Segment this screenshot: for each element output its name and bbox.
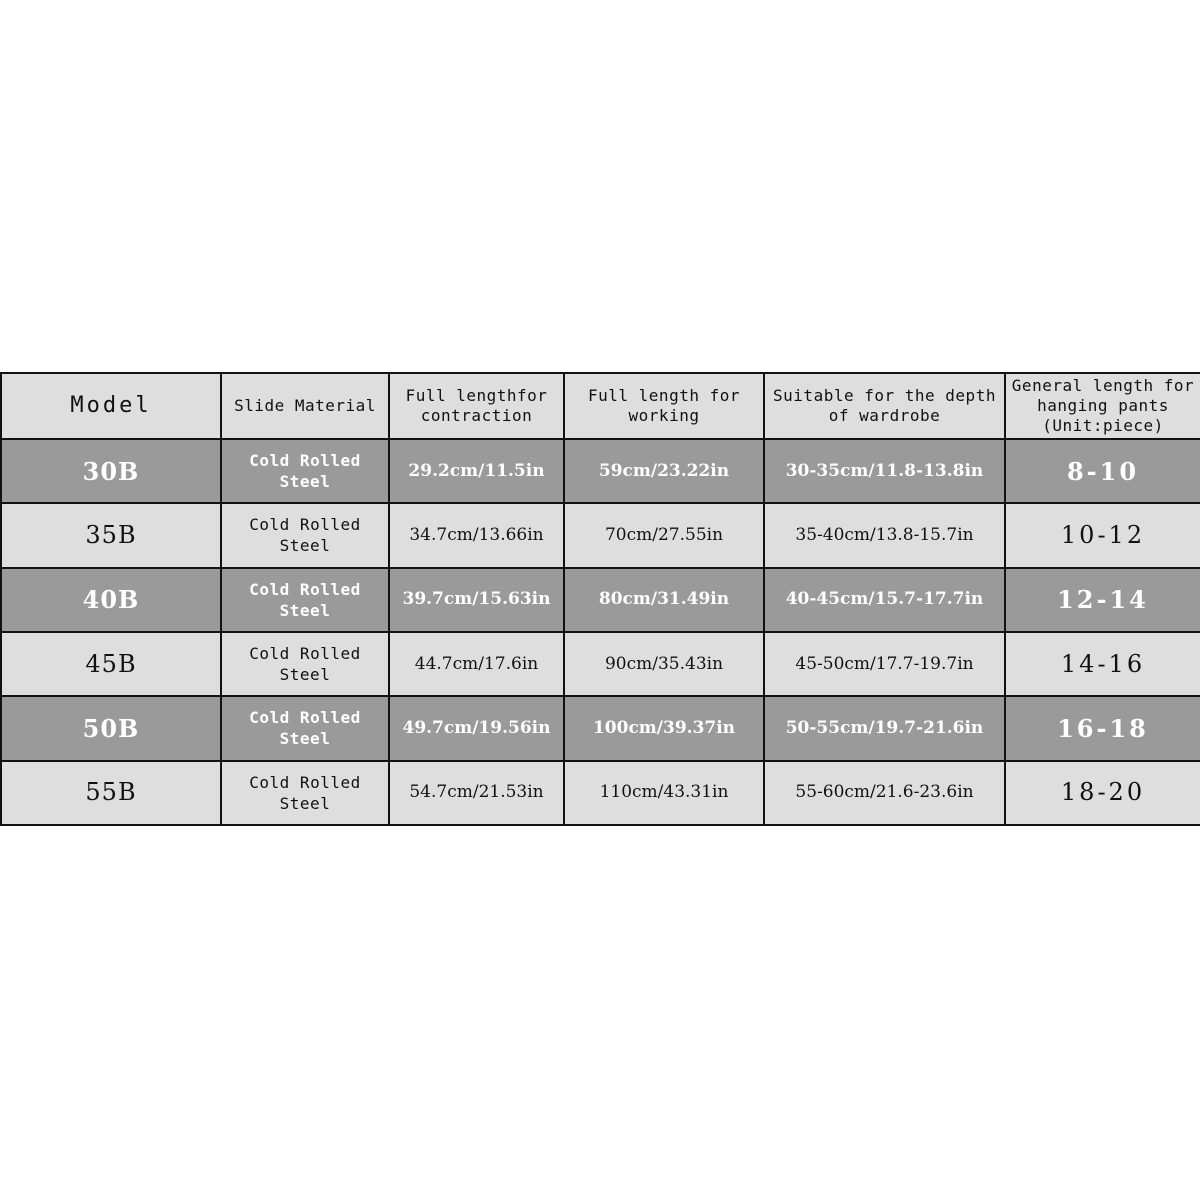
contraction-length-cell-text: 44.7cm/17.6in (414, 653, 539, 674)
slide-material-cell-text: Cold Rolled Steel (249, 451, 361, 492)
model-cell-text: 40B (82, 585, 140, 615)
working-length-cell (564, 761, 764, 825)
wardrobe-depth-cell-text: 30-35cm/11.8-13.8in (785, 460, 984, 481)
wardrobe-depth-cell-text: 40-45cm/15.7-17.7in (785, 589, 984, 610)
model-cell-text: 45B (85, 649, 137, 678)
model-cell-text: 50B (82, 713, 140, 743)
hanging-pants-cell-text: 10-12 (1060, 520, 1146, 549)
wardrobe-depth-cell (764, 761, 1005, 825)
contraction-length-cell-text: 49.7cm/19.56in (402, 717, 551, 738)
header-full-length-contraction: Full lengthfor contraction (389, 373, 564, 439)
table-row (1, 503, 1200, 567)
contraction-length-cell-text: 39.7cm/15.63in (402, 589, 551, 610)
hanging-pants-cell (1005, 439, 1200, 503)
header-wardrobe-depth: Suitable for the depth of wardrobe (764, 373, 1005, 439)
model-cell (1, 439, 221, 503)
hanging-pants-cell (1005, 503, 1200, 567)
slide-material-cell (221, 439, 389, 503)
table-row (1, 696, 1200, 760)
model-cell-text: 30B (82, 456, 140, 486)
slide-material-cell (221, 632, 389, 696)
contraction-length-cell (389, 503, 564, 567)
contraction-length-cell-text: 54.7cm/21.53in (409, 782, 544, 803)
table-row (1, 632, 1200, 696)
wardrobe-depth-cell (764, 568, 1005, 632)
wardrobe-depth-cell (764, 503, 1005, 567)
slide-material-cell-text: Cold Rolled Steel (249, 579, 361, 620)
slide-material-cell-text: Cold Rolled Steel (249, 515, 361, 556)
wardrobe-depth-cell (764, 696, 1005, 760)
model-cell (1, 696, 221, 760)
slide-material-cell (221, 568, 389, 632)
slide-material-cell-text: Cold Rolled Steel (249, 772, 361, 813)
hanging-pants-cell-text: 12-14 (1057, 585, 1149, 615)
slide-material-cell-text: Cold Rolled Steel (249, 708, 361, 749)
working-length-cell-text: 100cm/39.37in (592, 717, 736, 738)
hanging-pants-cell (1005, 632, 1200, 696)
table-row (1, 761, 1200, 825)
contraction-length-cell (389, 568, 564, 632)
table-body (1, 439, 1200, 825)
header-hanging-pants-length: General length for hanging pants (Unit:piece) (1005, 373, 1200, 439)
hanging-pants-cell-text: 14-16 (1060, 649, 1146, 678)
contraction-length-cell-text: 29.2cm/11.5in (408, 460, 545, 481)
contraction-length-cell-text: 34.7cm/13.66in (409, 524, 544, 545)
wardrobe-depth-cell-text: 50-55cm/19.7-21.6in (785, 717, 984, 738)
hanging-pants-cell (1005, 696, 1200, 760)
slide-material-cell (221, 696, 389, 760)
wardrobe-depth-cell (764, 439, 1005, 503)
working-length-cell (564, 503, 764, 567)
model-cell (1, 632, 221, 696)
model-cell (1, 503, 221, 567)
header-slide-material: Slide Material (221, 373, 389, 439)
header-full-length-working: Full length for working (564, 373, 764, 439)
working-length-cell (564, 632, 764, 696)
working-length-cell (564, 568, 764, 632)
model-cell (1, 761, 221, 825)
contraction-length-cell (389, 696, 564, 760)
working-length-cell-text: 70cm/27.55in (604, 524, 724, 545)
contraction-length-cell (389, 439, 564, 503)
working-length-cell-text: 80cm/31.49in (598, 589, 730, 610)
table-row (1, 439, 1200, 503)
working-length-cell (564, 696, 764, 760)
model-cell-text: 35B (85, 520, 137, 549)
hanging-pants-cell-text: 8-10 (1066, 456, 1140, 486)
wardrobe-depth-cell-text: 45-50cm/17.7-19.7in (795, 653, 974, 674)
slide-material-cell-text: Cold Rolled Steel (249, 644, 361, 685)
wardrobe-depth-cell-text: 55-60cm/21.6-23.6in (795, 782, 974, 803)
table-row (1, 568, 1200, 632)
model-cell-text: 55B (85, 778, 137, 807)
wardrobe-depth-cell-text: 35-40cm/13.8-15.7in (795, 524, 974, 545)
slide-material-cell (221, 761, 389, 825)
model-cell (1, 568, 221, 632)
hanging-pants-cell (1005, 568, 1200, 632)
working-length-cell-text: 90cm/35.43in (604, 653, 724, 674)
slide-material-cell (221, 503, 389, 567)
hanging-pants-cell (1005, 761, 1200, 825)
working-length-cell (564, 439, 764, 503)
contraction-length-cell (389, 632, 564, 696)
wardrobe-depth-cell (764, 632, 1005, 696)
working-length-cell-text: 110cm/43.31in (599, 782, 729, 803)
contraction-length-cell (389, 761, 564, 825)
spec-table (0, 372, 1200, 826)
hanging-pants-cell-text: 18-20 (1060, 778, 1146, 807)
working-length-cell-text: 59cm/23.22in (598, 460, 730, 481)
header-row (1, 373, 1200, 439)
table-header (1, 373, 1200, 439)
header-model: Model (1, 373, 221, 439)
hanging-pants-cell-text: 16-18 (1057, 713, 1149, 743)
